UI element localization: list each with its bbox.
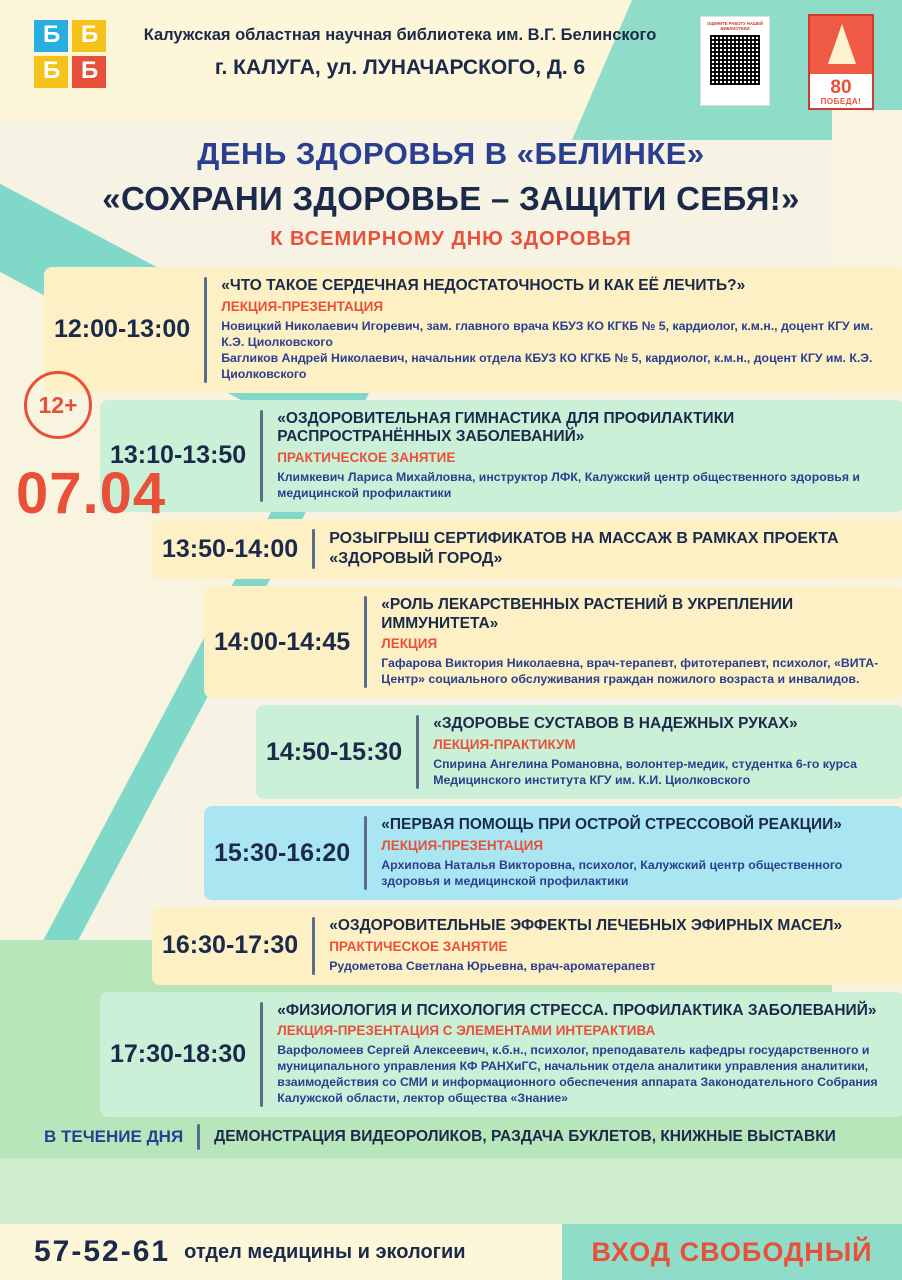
schedule-time: 14:50-15:30: [266, 737, 403, 766]
schedule-kind: ПРАКТИЧЕСКОЕ ЗАНЯТИЕ: [277, 449, 456, 465]
schedule-time: 13:50-14:00: [162, 534, 299, 563]
all-day-label: В ТЕЧЕНИЕ ДНЯ: [44, 1127, 184, 1147]
schedule-time: 13:10-13:50: [110, 441, 247, 470]
logo-letter-4: Б: [81, 57, 99, 84]
schedule-title: «ЗДОРОВЬЕ СУСТАВОВ В НАДЕЖНЫХ РУКАХ»: [433, 715, 798, 733]
library-logo: [34, 20, 108, 90]
schedule-kind: ЛЕКЦИЯ-ПРЕЗЕНТАЦИЯ: [381, 837, 544, 853]
schedule-divider: [204, 277, 207, 383]
schedule-speakers: Спирина Ангелина Романовна, волонтер-медик, студентка 6-го курса Медицинского института КГУ им. К.И. Циолковского: [433, 757, 857, 788]
background-green-bottom-light: [0, 1158, 902, 1228]
schedule-time: 12:00-13:00: [54, 315, 191, 344]
poster-footer: [0, 1224, 902, 1280]
logo-letter-3: Б: [43, 57, 61, 84]
poster-title-line2: «СОХРАНИ ЗДОРОВЬЕ – ЗАЩИТИ СЕБЯ!»: [102, 180, 800, 217]
schedule-title: РОЗЫГРЫШ СЕРТИФИКАТОВ НА МАССАЖ В РАМКАХ ПРОЕКТА «ЗДОРОВЫЙ ГОРОД»: [329, 530, 839, 568]
footer-contact: [0, 1224, 562, 1280]
schedule-kind: ПРАКТИЧЕСКОЕ ЗАНЯТИЕ: [329, 938, 508, 954]
schedule-row: [152, 519, 902, 579]
qr-code-icon: [710, 35, 760, 85]
schedule-divider: [364, 816, 367, 890]
schedule-kind: ЛЕКЦИЯ-ПРАКТИКУМ: [433, 737, 576, 752]
schedule-speakers: Рудометова Светлана Юрьевна, врач-ароматерапевт: [329, 958, 656, 973]
logo-letter-2: Б: [81, 21, 99, 48]
schedule-time: 14:00-14:45: [214, 627, 351, 656]
victory-image: [810, 16, 872, 74]
all-day-divider: [197, 1124, 200, 1150]
schedule-divider: [260, 1002, 263, 1108]
event-date: 07.04: [16, 461, 167, 526]
schedule-row: [204, 806, 902, 900]
schedule-body: [277, 410, 890, 502]
all-day-row: [0, 1124, 902, 1150]
all-day-text: ДЕМОНСТРАЦИЯ ВИДЕОРОЛИКОВ, РАЗДАЧА БУКЛЕТОВ, КНИЖНЫЕ ВЫСТАВКИ: [214, 1128, 836, 1146]
library-address: г. КАЛУГА, ул. ЛУНАЧАРСКОГО, Д. 6: [214, 56, 586, 79]
logo-square-2: [72, 20, 106, 52]
motherland-statue-icon: [828, 24, 856, 64]
schedule-kind: ЛЕКЦИЯ-ПРЕЗЕНТАЦИЯ: [221, 298, 384, 314]
poster-title-line3: К ВСЕМИРНОМУ ДНЮ ЗДОРОВЬЯ: [270, 228, 632, 250]
schedule-row: [152, 907, 902, 985]
title-block: [0, 136, 902, 251]
schedule-body: [381, 596, 890, 688]
schedule-title: «ОЗДОРОВИТЕЛЬНЫЕ ЭФФЕКТЫ ЛЕЧЕБНЫХ ЭФИРНЫХ МАСЕЛ»: [329, 916, 843, 934]
schedule-kind: ЛЕКЦИЯ: [381, 636, 438, 652]
schedule-row: [204, 586, 902, 698]
department-name: отдел медицины и экологии: [184, 1240, 466, 1263]
schedule-body: [329, 917, 890, 975]
schedule-row: [100, 992, 902, 1118]
schedule-divider: [312, 917, 315, 975]
schedule-time: 17:30-18:30: [110, 1040, 247, 1069]
schedule-list: [0, 267, 902, 1117]
schedule-title: «ЧТО ТАКОЕ СЕРДЕЧНАЯ НЕДОСТАТОЧНОСТЬ И КАК ЕЁ ЛЕЧИТЬ?»: [221, 277, 746, 294]
poster-header: [0, 0, 902, 120]
schedule-row: [100, 400, 902, 512]
schedule-body: [433, 715, 890, 789]
schedule-time: 16:30-17:30: [162, 931, 299, 960]
schedule-title: «РОЛЬ ЛЕКАРСТВЕННЫХ РАСТЕНИЙ В УКРЕПЛЕНИИ ИММУНИТЕТА»: [381, 596, 794, 632]
schedule-divider: [416, 715, 419, 789]
schedule-body: [277, 1002, 890, 1108]
library-name: Калужская областная научная библиотека им. В.Г. Белинского: [143, 26, 657, 44]
schedule-divider: [364, 596, 367, 688]
logo-square-4: [72, 56, 106, 88]
schedule-divider: [260, 410, 263, 502]
schedule-speakers: Архипова Наталья Викторовна, психолог, Калужский центр общественного здоровья и медицинской профилактики: [381, 857, 843, 888]
poster-title-line1: ДЕНЬ ЗДОРОВЬЯ В «БЕЛИНКЕ»: [197, 136, 705, 171]
schedule-speakers: Варфоломеев Сергей Алексеевич, к.б.н., психолог, преподаватель кафедры государственного и муниципального управления КФ РАНХиГС, начальник отдела аналитики управления аналитики, взаимодействия со СМИ и информационного обеспечения аппарата Законодательного Собрания Калужской области, лектор общества «Знание»: [277, 1043, 878, 1106]
victory-word: ПОБЕДА!: [820, 97, 862, 106]
logo-letter-1: Б: [43, 21, 61, 48]
entrance-free-label: ВХОД СВОБОДНЫЙ: [591, 1236, 873, 1267]
qr-caption: ОЦЕНИТЕ РАБОТУ НАШЕЙ БИБЛИОТЕКИ: [707, 21, 763, 32]
victory-number: 80: [830, 77, 852, 98]
phone-number[interactable]: 57-52-61: [34, 1235, 171, 1268]
schedule-title: «ОЗДОРОВИТЕЛЬНАЯ ГИМНАСТИКА ДЛЯ ПРОФИЛАКТИКИ РАСПРОСТРАНЁННЫХ ЗАБОЛЕВАНИЙ»: [277, 409, 735, 446]
schedule-body: [221, 277, 890, 383]
qr-code-block[interactable]: [700, 16, 770, 106]
logo-square-3: [34, 56, 68, 88]
age-rating-badge: 12+: [24, 371, 92, 439]
schedule-body: [329, 529, 890, 569]
schedule-time: 15:30-16:20: [214, 838, 351, 867]
schedule-speakers: Гафарова Виктория Николаевна, врач-терапевт, фитотерапевт, психолог, «ВИТА-Центр» социального обслуживания граждан пожилого возраста и инвалидов.: [381, 656, 879, 687]
schedule-title: «ПЕРВАЯ ПОМОЩЬ ПРИ ОСТРОЙ СТРЕССОВОЙ РЕАКЦИИ»: [381, 816, 842, 834]
schedule-body: [381, 816, 890, 890]
schedule-kind: ЛЕКЦИЯ-ПРЕЗЕНТАЦИЯ С ЭЛЕМЕНТАМИ ИНТЕРАКТИВА: [277, 1023, 656, 1039]
schedule-title: «ФИЗИОЛОГИЯ И ПСИХОЛОГИЯ СТРЕССА. ПРОФИЛАКТИКА ЗАБОЛЕВАНИЙ»: [277, 1001, 877, 1019]
logo-square-1: [34, 20, 68, 52]
schedule-speakers: Климкевич Лариса Михайловна, инструктор ЛФК, Калужский центр общественного здоровья и медицинской профилактики: [277, 470, 860, 501]
footer-entrance: [562, 1224, 902, 1280]
schedule-speakers: Новицкий Николаевич Игоревич, зам. главного врача КБУЗ КО КГКБ № 5, кардиолог, к.м.н., доцент КГУ им. К.Э. Циолковского Багликов Андрей Николаевич, начальник отдела КБУЗ КО КГКБ № 5, кардиолог, к.м.н., доцент КГУ им. К.Э. Циолковского: [221, 318, 874, 381]
schedule-divider: [312, 529, 315, 569]
schedule-row: [256, 705, 902, 799]
victory-80-badge: [808, 14, 874, 110]
schedule-row: [44, 267, 902, 393]
